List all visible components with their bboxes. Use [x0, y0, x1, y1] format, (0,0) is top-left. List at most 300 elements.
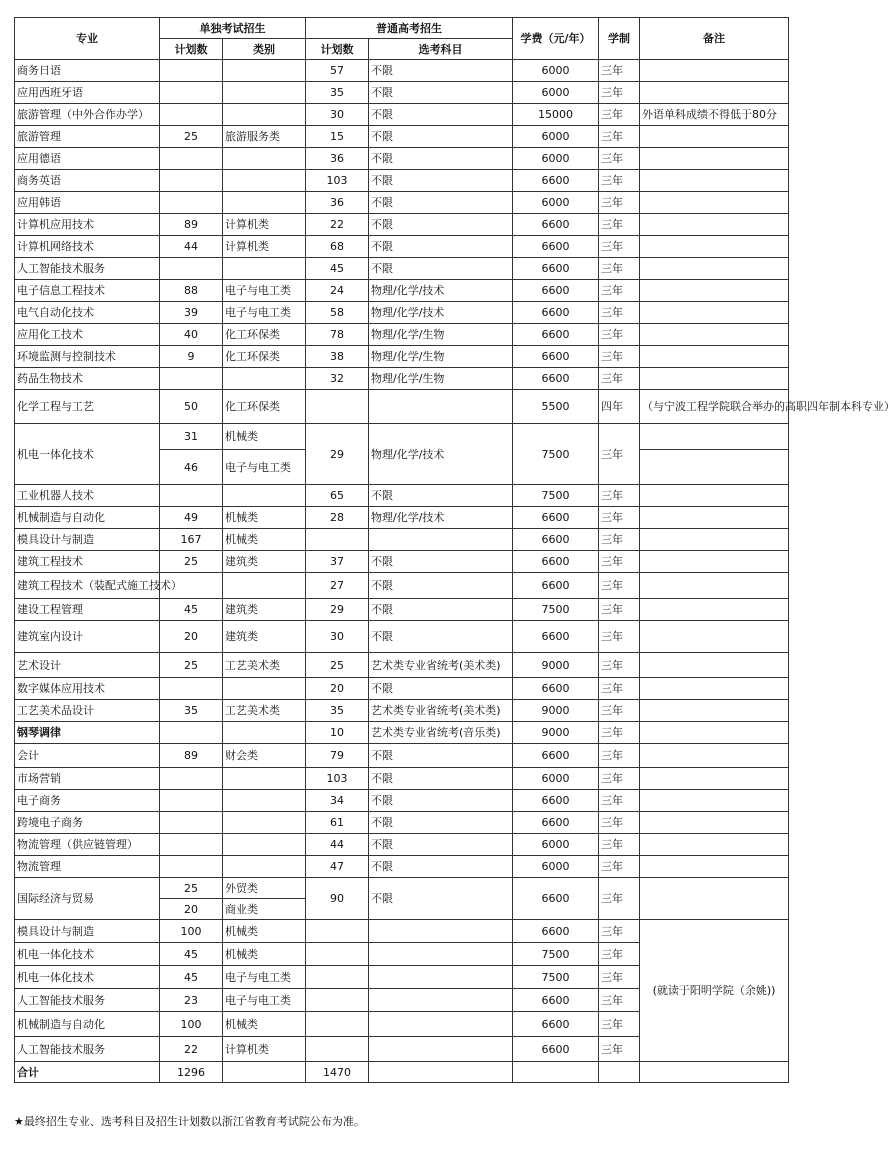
separate-category-cell: 财会类 — [223, 744, 306, 768]
duration-cell: 三年 — [599, 856, 640, 878]
fee-cell: 6600 — [513, 878, 599, 920]
separate-plan-cell — [160, 368, 223, 390]
duration-cell: 三年 — [599, 104, 640, 126]
table-row — [15, 60, 789, 82]
duration-cell: 三年 — [599, 1037, 640, 1062]
table-row — [15, 214, 789, 236]
separate-plan-cell: 45 — [160, 599, 223, 621]
note-cell — [640, 485, 789, 507]
separate-category-cell: 机械类 — [223, 529, 306, 551]
major-cell: 应用韩语 — [15, 192, 160, 214]
general-plan-cell: 20 — [306, 678, 369, 700]
general-plan-cell — [306, 920, 369, 943]
fee-cell: 6000 — [513, 834, 599, 856]
major-cell: 环境监测与控制技术 — [15, 346, 160, 368]
fee-cell: 9000 — [513, 653, 599, 678]
duration-cell: 三年 — [599, 170, 640, 192]
general-plan-cell — [306, 1037, 369, 1062]
table-row — [15, 834, 789, 856]
separate-category-cell: 工艺美术类 — [223, 653, 306, 678]
duration-cell: 三年 — [599, 573, 640, 599]
general-plan-cell: 27 — [306, 573, 369, 599]
separate-plan-cell: 39 — [160, 302, 223, 324]
note-cell — [640, 551, 789, 573]
separate-plan-cell — [160, 834, 223, 856]
duration-cell: 三年 — [599, 878, 640, 920]
note-cell — [640, 450, 789, 485]
general-plan-cell: 47 — [306, 856, 369, 878]
table-row — [15, 302, 789, 324]
note-cell — [640, 170, 789, 192]
major-cell: 国际经济与贸易 — [15, 878, 160, 920]
note-cell — [640, 744, 789, 768]
subjects-cell: 不限 — [369, 60, 513, 82]
separate-plan-cell: 50 — [160, 390, 223, 424]
major-cell: 建筑工程技术 — [15, 551, 160, 573]
separate-category-cell: 电子与电工类 — [223, 966, 306, 989]
note-cell — [640, 599, 789, 621]
subjects-cell: 物理/化学/生物 — [369, 368, 513, 390]
major-cell: 人工智能技术服务 — [15, 989, 160, 1012]
subjects-cell: 不限 — [369, 878, 513, 920]
duration-cell: 三年 — [599, 192, 640, 214]
fee-cell: 15000 — [513, 104, 599, 126]
separate-plan-cell — [160, 812, 223, 834]
separate-category-cell: 计算机类 — [223, 236, 306, 258]
header-separate-plan: 计划数 — [160, 39, 223, 60]
fee-cell: 9000 — [513, 722, 599, 744]
major-cell: 电气自动化技术 — [15, 302, 160, 324]
separate-plan-cell: 89 — [160, 744, 223, 768]
subjects-cell: 物理/化学/生物 — [369, 346, 513, 368]
general-plan-cell — [306, 390, 369, 424]
subjects-cell: 不限 — [369, 236, 513, 258]
major-cell: 机械制造与自动化 — [15, 1012, 160, 1037]
major-cell: 计算机网络技术 — [15, 236, 160, 258]
table-row — [15, 324, 789, 346]
major-cell: 机械制造与自动化 — [15, 507, 160, 529]
yangming-note-cell: (就读于阳明学院（余姚)) — [640, 920, 789, 1062]
note-cell — [640, 302, 789, 324]
table-row — [15, 126, 789, 148]
separate-plan-cell: 9 — [160, 346, 223, 368]
separate-plan-cell: 20 — [160, 899, 223, 920]
general-plan-cell: 34 — [306, 790, 369, 812]
separate-plan-cell: 25 — [160, 551, 223, 573]
table-row — [15, 424, 789, 450]
separate-category-cell: 化工环保类 — [223, 346, 306, 368]
note-cell — [640, 324, 789, 346]
separate-category-cell: 机械类 — [223, 1012, 306, 1037]
table-row — [15, 368, 789, 390]
general-plan-cell: 90 — [306, 878, 369, 920]
major-cell: 会计 — [15, 744, 160, 768]
subjects-cell — [369, 943, 513, 966]
table-row — [15, 551, 789, 573]
separate-category-cell — [223, 82, 306, 104]
major-cell: 建筑工程技术（装配式施工技术） — [15, 573, 160, 599]
duration-cell: 三年 — [599, 507, 640, 529]
separate-plan-cell — [160, 104, 223, 126]
note-cell — [640, 82, 789, 104]
separate-category-cell: 工艺美术类 — [223, 700, 306, 722]
subjects-cell — [369, 966, 513, 989]
subjects-cell: 不限 — [369, 485, 513, 507]
fee-cell: 6600 — [513, 678, 599, 700]
general-plan-cell — [306, 943, 369, 966]
subjects-cell: 不限 — [369, 82, 513, 104]
separate-category-cell: 电子与电工类 — [223, 280, 306, 302]
subjects-cell: 艺术类专业省统考(美术类) — [369, 700, 513, 722]
subjects-cell: 不限 — [369, 551, 513, 573]
table-row — [15, 744, 789, 768]
general-plan-cell: 22 — [306, 214, 369, 236]
major-cell: 工业机器人技术 — [15, 485, 160, 507]
subjects-cell — [369, 1037, 513, 1062]
fee-cell: 6600 — [513, 368, 599, 390]
separate-plan-cell — [160, 722, 223, 744]
major-cell: 人工智能技术服务 — [15, 258, 160, 280]
subjects-cell — [369, 1012, 513, 1037]
subjects-cell: 物理/化学/技术 — [369, 424, 513, 485]
fee-cell: 6600 — [513, 236, 599, 258]
separate-plan-cell — [160, 678, 223, 700]
duration-cell: 三年 — [599, 346, 640, 368]
duration-cell: 四年 — [599, 390, 640, 424]
major-cell: 模具设计与制造 — [15, 529, 160, 551]
fee-cell: 7500 — [513, 943, 599, 966]
subjects-cell: 不限 — [369, 104, 513, 126]
subjects-cell: 不限 — [369, 599, 513, 621]
fee-cell: 7500 — [513, 424, 599, 485]
header-general-subjects: 选考科目 — [369, 39, 513, 60]
separate-category-cell: 电子与电工类 — [223, 302, 306, 324]
subjects-cell: 不限 — [369, 744, 513, 768]
general-plan-cell: 29 — [306, 424, 369, 485]
total-label: 合计 — [15, 1062, 160, 1083]
separate-category-cell: 机械类 — [223, 943, 306, 966]
major-cell: 化学工程与工艺 — [15, 390, 160, 424]
note-cell — [640, 529, 789, 551]
duration-cell: 三年 — [599, 834, 640, 856]
separate-category-cell: 建筑类 — [223, 551, 306, 573]
table-row — [15, 768, 789, 790]
subjects-cell: 不限 — [369, 170, 513, 192]
fee-cell: 6000 — [513, 768, 599, 790]
fee-cell: 6000 — [513, 192, 599, 214]
separate-category-cell: 化工环保类 — [223, 324, 306, 346]
note-cell — [640, 856, 789, 878]
duration-cell: 三年 — [599, 551, 640, 573]
separate-category-cell: 建筑类 — [223, 621, 306, 653]
general-plan-cell: 45 — [306, 258, 369, 280]
separate-category-cell — [223, 170, 306, 192]
note-cell — [640, 258, 789, 280]
note-cell: 外语单科成绩不得低于80分 — [640, 104, 789, 126]
separate-plan-cell: 40 — [160, 324, 223, 346]
separate-plan-cell — [160, 485, 223, 507]
separate-category-cell — [223, 768, 306, 790]
duration-cell: 三年 — [599, 989, 640, 1012]
major-cell: 物流管理 — [15, 856, 160, 878]
general-plan-cell: 44 — [306, 834, 369, 856]
major-cell: 机电一体化技术 — [15, 966, 160, 989]
separate-category-cell — [223, 258, 306, 280]
fee-cell: 6600 — [513, 170, 599, 192]
general-plan-cell: 32 — [306, 368, 369, 390]
table-row — [15, 148, 789, 170]
duration-cell: 三年 — [599, 943, 640, 966]
subjects-cell: 不限 — [369, 258, 513, 280]
subjects-cell: 不限 — [369, 126, 513, 148]
header-separate-category: 类别 — [223, 39, 306, 60]
duration-cell: 三年 — [599, 790, 640, 812]
table-row — [15, 920, 789, 943]
general-plan-cell: 57 — [306, 60, 369, 82]
table-row — [15, 82, 789, 104]
duration-cell: 三年 — [599, 812, 640, 834]
header-major: 专业 — [15, 18, 160, 60]
admissions-table — [14, 17, 895, 1083]
general-plan-cell: 61 — [306, 812, 369, 834]
subjects-cell: 不限 — [369, 573, 513, 599]
general-plan-cell: 38 — [306, 346, 369, 368]
subjects-cell — [369, 1062, 513, 1083]
duration-cell: 三年 — [599, 920, 640, 943]
separate-category-cell: 机械类 — [223, 920, 306, 943]
duration-cell: 三年 — [599, 82, 640, 104]
duration-cell: 三年 — [599, 700, 640, 722]
duration-cell: 三年 — [599, 529, 640, 551]
separate-plan-cell: 167 — [160, 529, 223, 551]
general-plan-cell: 28 — [306, 507, 369, 529]
fee-cell: 6600 — [513, 302, 599, 324]
general-plan-cell: 24 — [306, 280, 369, 302]
major-cell: 应用西班牙语 — [15, 82, 160, 104]
general-plan-cell: 103 — [306, 768, 369, 790]
separate-category-cell — [223, 148, 306, 170]
duration-cell: 三年 — [599, 744, 640, 768]
note-cell — [640, 368, 789, 390]
fee-cell — [513, 1062, 599, 1083]
note-cell — [640, 700, 789, 722]
subjects-cell — [369, 989, 513, 1012]
general-plan-cell: 58 — [306, 302, 369, 324]
fee-cell: 6600 — [513, 573, 599, 599]
table-row — [15, 599, 789, 621]
duration-cell: 三年 — [599, 368, 640, 390]
subjects-cell: 艺术类专业省统考(美术类) — [369, 653, 513, 678]
separate-category-cell: 计算机类 — [223, 214, 306, 236]
separate-category-cell: 计算机类 — [223, 1037, 306, 1062]
separate-plan-cell: 49 — [160, 507, 223, 529]
subjects-cell: 不限 — [369, 834, 513, 856]
major-cell: 人工智能技术服务 — [15, 1037, 160, 1062]
subjects-cell — [369, 920, 513, 943]
table-row — [15, 790, 789, 812]
header-note: 备注 — [640, 18, 789, 60]
note-cell — [640, 60, 789, 82]
duration-cell — [599, 1062, 640, 1083]
separate-category-cell — [223, 60, 306, 82]
major-cell: 电子信息工程技术 — [15, 280, 160, 302]
note-cell — [640, 126, 789, 148]
duration-cell: 三年 — [599, 280, 640, 302]
subjects-cell — [369, 390, 513, 424]
fee-cell: 6600 — [513, 790, 599, 812]
fee-cell: 6600 — [513, 920, 599, 943]
major-cell: 钢琴调律 — [15, 722, 160, 744]
subjects-cell: 不限 — [369, 678, 513, 700]
separate-plan-cell: 45 — [160, 943, 223, 966]
duration-cell: 三年 — [599, 678, 640, 700]
major-cell: 建筑室内设计 — [15, 621, 160, 653]
note-cell — [640, 722, 789, 744]
header-separate-exam: 单独考试招生 — [160, 18, 306, 39]
major-cell: 应用化工技术 — [15, 324, 160, 346]
fee-cell: 6000 — [513, 856, 599, 878]
note-cell — [640, 214, 789, 236]
separate-plan-cell: 20 — [160, 621, 223, 653]
fee-cell: 6600 — [513, 1037, 599, 1062]
table-row — [15, 529, 789, 551]
general-plan-cell: 36 — [306, 148, 369, 170]
table-row — [15, 700, 789, 722]
note-cell — [640, 424, 789, 450]
general-plan-cell: 79 — [306, 744, 369, 768]
duration-cell: 三年 — [599, 768, 640, 790]
separate-plan-cell — [160, 82, 223, 104]
separate-plan-cell — [160, 768, 223, 790]
fee-cell: 6000 — [513, 60, 599, 82]
fee-cell: 6600 — [513, 529, 599, 551]
separate-plan-cell: 44 — [160, 236, 223, 258]
subjects-cell: 物理/化学/技术 — [369, 507, 513, 529]
separate-category-cell: 外贸类 — [223, 878, 306, 899]
fee-cell: 7500 — [513, 599, 599, 621]
note-cell — [640, 678, 789, 700]
major-cell: 物流管理（供应链管理） — [15, 834, 160, 856]
total-separate-plan: 1296 — [160, 1062, 223, 1083]
fee-cell: 6600 — [513, 621, 599, 653]
major-cell: 计算机应用技术 — [15, 214, 160, 236]
general-plan-cell: 25 — [306, 653, 369, 678]
header-general-plan: 计划数 — [306, 39, 369, 60]
note-cell — [640, 768, 789, 790]
fee-cell: 6000 — [513, 148, 599, 170]
general-plan-cell: 10 — [306, 722, 369, 744]
major-cell: 商务英语 — [15, 170, 160, 192]
table-row — [15, 812, 789, 834]
note-cell — [640, 192, 789, 214]
fee-cell: 5500 — [513, 390, 599, 424]
fee-cell: 6600 — [513, 214, 599, 236]
major-cell: 药品生物技术 — [15, 368, 160, 390]
table-row — [15, 236, 789, 258]
duration-cell: 三年 — [599, 653, 640, 678]
subjects-cell: 不限 — [369, 768, 513, 790]
table-row — [15, 390, 789, 424]
subjects-cell: 不限 — [369, 214, 513, 236]
separate-plan-cell: 25 — [160, 653, 223, 678]
fee-cell: 6600 — [513, 324, 599, 346]
major-cell: 数字媒体应用技术 — [15, 678, 160, 700]
separate-category-cell — [223, 192, 306, 214]
separate-plan-cell: 22 — [160, 1037, 223, 1062]
duration-cell: 三年 — [599, 258, 640, 280]
fee-cell: 7500 — [513, 485, 599, 507]
total-row — [15, 1062, 789, 1083]
fee-cell: 6600 — [513, 280, 599, 302]
general-plan-cell: 78 — [306, 324, 369, 346]
table-row — [15, 722, 789, 744]
note-cell — [640, 148, 789, 170]
general-plan-cell: 15 — [306, 126, 369, 148]
fee-cell: 6600 — [513, 346, 599, 368]
major-cell: 商务日语 — [15, 60, 160, 82]
major-cell: 模具设计与制造 — [15, 920, 160, 943]
duration-cell: 三年 — [599, 599, 640, 621]
separate-plan-cell: 100 — [160, 920, 223, 943]
footnote: ★最终招生专业、选考科目及招生计划数以浙江省教育考试院公布为准。 — [14, 1115, 365, 1128]
separate-category-cell — [223, 368, 306, 390]
separate-plan-cell: 46 — [160, 450, 223, 485]
subjects-cell — [369, 529, 513, 551]
total-general-plan: 1470 — [306, 1062, 369, 1083]
separate-category-cell: 电子与电工类 — [223, 989, 306, 1012]
separate-category-cell — [223, 104, 306, 126]
subjects-cell: 物理/化学/技术 — [369, 302, 513, 324]
fee-cell: 6600 — [513, 507, 599, 529]
note-cell — [640, 878, 789, 920]
general-plan-cell — [306, 1012, 369, 1037]
subjects-cell: 艺术类专业省统考(音乐类) — [369, 722, 513, 744]
separate-category-cell: 旅游服务类 — [223, 126, 306, 148]
note-cell — [640, 236, 789, 258]
separate-category-cell — [223, 790, 306, 812]
duration-cell: 三年 — [599, 722, 640, 744]
separate-plan-cell — [160, 148, 223, 170]
separate-category-cell — [223, 1062, 306, 1083]
general-plan-cell: 36 — [306, 192, 369, 214]
separate-plan-cell: 31 — [160, 424, 223, 450]
separate-category-cell: 建筑类 — [223, 599, 306, 621]
separate-category-cell — [223, 573, 306, 599]
duration-cell: 三年 — [599, 621, 640, 653]
separate-plan-cell: 35 — [160, 700, 223, 722]
note-cell — [640, 653, 789, 678]
header-duration: 学制 — [599, 18, 640, 60]
separate-plan-cell: 25 — [160, 126, 223, 148]
fee-cell: 6000 — [513, 82, 599, 104]
duration-cell: 三年 — [599, 236, 640, 258]
fee-cell: 6000 — [513, 126, 599, 148]
duration-cell: 三年 — [599, 214, 640, 236]
major-cell: 跨境电子商务 — [15, 812, 160, 834]
separate-category-cell — [223, 812, 306, 834]
general-plan-cell: 30 — [306, 104, 369, 126]
note-cell — [640, 573, 789, 599]
separate-category-cell: 机械类 — [223, 507, 306, 529]
general-plan-cell: 37 — [306, 551, 369, 573]
separate-category-cell — [223, 856, 306, 878]
duration-cell: 三年 — [599, 148, 640, 170]
subjects-cell: 不限 — [369, 148, 513, 170]
table-row — [15, 346, 789, 368]
separate-category-cell: 商业类 — [223, 899, 306, 920]
major-cell: 工艺美术品设计 — [15, 700, 160, 722]
fee-cell: 6600 — [513, 744, 599, 768]
